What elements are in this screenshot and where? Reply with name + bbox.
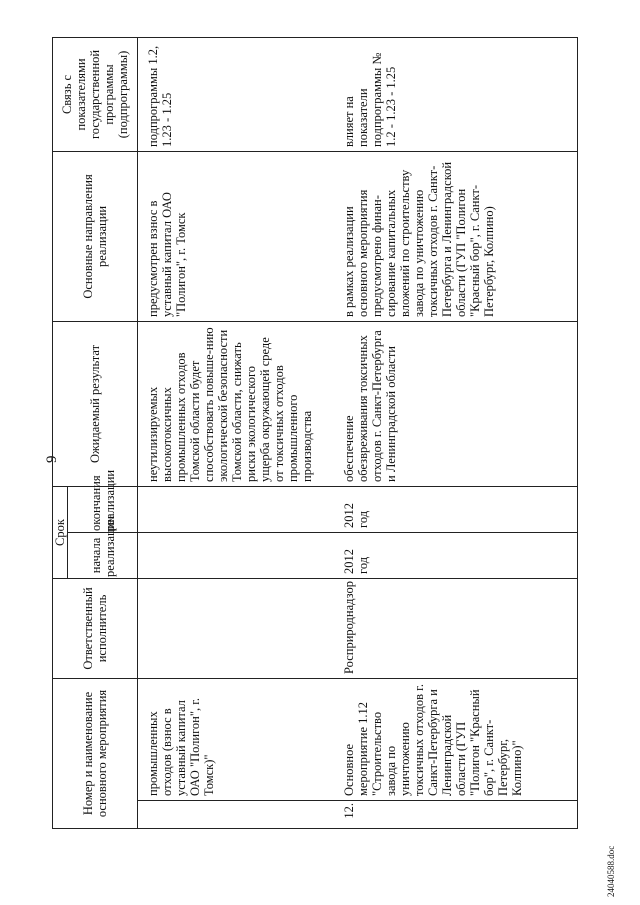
row-name: промышленных отходов (взнос в уставный капитал ОАО "Полигон", г. Томск)" [138,678,338,800]
row-number [138,801,338,829]
row-start: 2012 год [338,532,578,578]
table-row [338,37,578,828]
header-directions: Основные направления реализации [53,151,138,321]
program-table [52,37,578,829]
header-term: Срок [53,486,68,578]
row-number: 12. [338,801,578,829]
row-start [138,532,338,578]
row-executor [138,578,338,678]
page-number: 9 [44,455,60,463]
row-result: неутилизируемых высокотоксичных промышленных отходов Томской области будет способствовать повыше-нию экологической безопасности Томской области, снижать риски экологического ущерба окружающей среде от токсичных отходов промышленного производства [138,321,338,486]
row-end: 2012 год [338,486,578,532]
row-link: влияет на показатели подпрограммы № 1.2 - 1.23 - 1.25 [338,37,578,151]
row-executor: Росприроднадзор [338,578,578,678]
header-term-end: окончания реализации [68,486,138,532]
header-name: Номер и наименование основного мероприятия [53,678,138,828]
header-term-start: начала реализации [68,532,138,578]
document-id: 24040588.doc [606,845,616,897]
table-row [138,37,338,828]
row-name: Основное мероприятие 1.12 "Строительство завода по уничтожению токсичных отходов г. Санкт-Петербурга и Ленинградской области (ГУП "Полигон "Красный бор", г. Санкт-Петербург, Колпино)" [338,678,578,800]
header-result: Ожидаемый результат [53,321,138,486]
row-directions: в рамках реализации основного мероприятия предусмотрено финан-сирование капитальных вложений по строительству завода по уничтожению токсичных отходов г. Санкт-Петербурга и Ленинградской области (ГУП "Полигон "Красный бор", г. Санкт-Петербург, Колпино) [338,151,578,321]
row-link: подпрограммы 1.2, 1.23 - 1.25 [138,37,338,151]
row-directions: предусмотрен взнос в уставный капитал ОАО "Полигон", г. Томск [138,151,338,321]
row-end [138,486,338,532]
header-link: Связь с показателями государственной программы (подпрограммы) [53,37,138,151]
header-row [53,37,68,828]
row-result: обеспечение обезвреживания токсичных отходов г. Санкт-Петербурга и Ленинградской области [338,321,578,486]
header-executor: Ответственный исполнитель [53,578,138,678]
